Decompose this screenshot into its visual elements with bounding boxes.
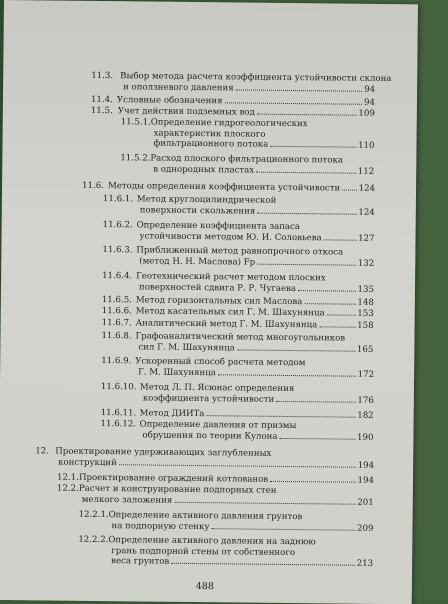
dot-leader [298, 289, 356, 292]
toc-entry-page: 153 [357, 308, 374, 319]
toc-entry-title: поверхностей сдвига Р. Р. Чугаева [138, 282, 297, 294]
toc-entry-title: устойчивости методом Ю. И. Соловьева [139, 231, 322, 243]
toc-entry-page: 201 [357, 497, 374, 508]
toc-entry-number: 11.6.2. [102, 220, 133, 231]
page-number: 488 [195, 581, 214, 593]
dot-leader [236, 88, 362, 91]
toc-entry-page: 124 [358, 207, 375, 218]
toc-entry-title: (метод Н. Н. Маслова) Fp [139, 256, 256, 268]
toc-entry [100, 419, 373, 443]
toc-entry-title: мелкого заложения [81, 494, 173, 506]
dot-leader [206, 414, 355, 418]
toc-entry-title: обрушения по теории Кулона [142, 430, 278, 442]
toc-entry-page: 109 [358, 108, 375, 119]
dot-leader [119, 463, 356, 467]
toc-entry-title: Методы определения коэффициента устойчивости [108, 181, 341, 194]
toc-entry-title: характеристик плоского [153, 128, 266, 140]
toc-entry-title: Графоаналитический метод многоугольников [135, 331, 346, 344]
toc-entry [57, 484, 374, 509]
toc-entry-title: фильтрационного потока [153, 138, 269, 150]
toc-entry-title: Аналитический метод Г. М. Шахунянца [135, 318, 318, 331]
toc-entry-title: конструкций [58, 457, 117, 468]
toc-entry-title: Ускоренный способ расчета методом [135, 356, 306, 369]
toc-entry-title: в однородных пластах [153, 164, 255, 176]
dot-leader [327, 313, 356, 315]
toc-entry-title: Приближенный метод равнопрочного откоса [136, 245, 344, 258]
toc-entry-title: веса грунтов [111, 556, 170, 567]
toc-entry-title: Проектирование удерживающих заглубленных [55, 446, 272, 459]
toc-entry-number: 12. [35, 446, 49, 457]
toc-entry-page: 190 [356, 432, 374, 443]
toc-entry-title: Условные обозначения [116, 95, 223, 107]
toc-entry-number: 11.5.1. [120, 117, 151, 128]
toc-entry-title: на подпорную стенку [111, 520, 210, 532]
toc-entry-number: 11.5.2. [120, 153, 151, 164]
toc-entry-number: 11.4. [90, 94, 113, 106]
toc-entry-number: 12.2.1. [78, 509, 109, 521]
dot-leader [257, 113, 357, 116]
toc-entry-page: 194 [357, 475, 375, 486]
toc-entry-page: 176 [357, 395, 374, 406]
toc-entry-title: поверхности скольжения [139, 205, 256, 217]
toc-entry-number: 11.6.7. [101, 318, 132, 329]
toc-entry-title: Выбор метода расчета коэффициента устойчивости склона [120, 71, 392, 85]
toc-entry-title: Определение коэффициента запаса [136, 220, 301, 233]
toc-entry-number: 11.6.10. [100, 382, 137, 393]
toc-entry-page: 127 [358, 233, 375, 244]
toc-entry-title: сил Г. М. Шахунянца [138, 342, 235, 354]
dot-leader [342, 189, 356, 191]
dot-leader [319, 325, 355, 327]
toc-entry-number: 11.6.12. [100, 419, 137, 430]
toc-entry-title: Метод касательных сил Г. М. Шахунянца [135, 306, 325, 319]
toc-entry-page: 165 [356, 344, 374, 355]
toc-entry-number: 12.1. [56, 472, 79, 483]
toc-entry-page: 110 [358, 140, 375, 152]
dot-leader [174, 500, 355, 504]
toc-entry-page: 182 [357, 410, 374, 421]
toc-entry-page: 158 [357, 320, 374, 331]
toc-entry-number: 12.2. [56, 483, 79, 494]
dot-leader [256, 170, 356, 173]
dot-leader [257, 211, 356, 214]
dot-leader [257, 262, 356, 265]
toc-entry [120, 117, 374, 151]
dot-leader [225, 101, 362, 104]
toc-entry-title: Геотехнический расчет методом плоских [136, 271, 326, 284]
toc-entry-number: 11.6.6. [101, 306, 132, 317]
toc-entry-title: Расчет и конструирование подпорных стен [78, 483, 277, 496]
toc-entry-number: 11.6. [82, 180, 104, 192]
toc-entry [35, 446, 374, 471]
toc-entry-title: Определение давления от призмы [139, 419, 297, 432]
toc-entry-page: 172 [357, 369, 375, 380]
toc-entry-number: 11.6.3. [102, 245, 133, 256]
dot-leader [171, 562, 354, 566]
toc-entry-title: грань подпорной стены от собственного [111, 545, 296, 558]
toc-entry-page: 148 [357, 297, 374, 308]
toc-entry-number: 11.5. [90, 105, 113, 117]
toc-entry-page: 209 [357, 523, 374, 534]
dot-leader [211, 527, 355, 531]
toc-entry-page: 194 [357, 460, 375, 471]
toc-entry [101, 356, 374, 380]
toc-entry-number: 11.6.9. [101, 356, 132, 367]
toc-entry-page: 132 [357, 258, 375, 269]
toc-entry-title: Метод Л. П. Ясюнас определения [139, 382, 295, 395]
toc-entry-page: 135 [357, 284, 375, 295]
toc-entry [82, 181, 375, 195]
toc-entry-number: 11.6.8. [101, 331, 132, 342]
toc-entry [91, 70, 392, 95]
dot-leader [270, 145, 356, 148]
toc-entry-title: Учет действия подземных вод [117, 106, 255, 118]
toc-entry-title: Определение активного давления грунтов [108, 510, 303, 523]
toc-entry-number: 12.2.2. [78, 534, 109, 546]
toc-entry [103, 194, 375, 218]
dot-leader [270, 480, 355, 483]
dot-leader [324, 238, 356, 240]
toc-entry-title: Метод ДИИТа [139, 408, 205, 420]
toc-entry [102, 245, 374, 269]
toc-entry-title: Метод горизонтальных сил Маслова [135, 295, 303, 308]
toc-entry-title: Определение гидрогеологических [150, 117, 308, 130]
toc-entry-title: Расход плоского фильтрационного потока [150, 153, 344, 166]
toc-entry-title: Метод круглоцилиндрической [136, 194, 277, 206]
toc-entry-title: коэффициента устойчивости [142, 393, 275, 405]
toc-entry-title: Г. М. Шахунянца [138, 367, 216, 378]
dot-leader [280, 437, 355, 440]
toc-entry-number: 11.6.4. [102, 271, 133, 282]
dot-leader [237, 348, 355, 351]
toc-entry [120, 153, 374, 177]
toc-entry-page: 213 [356, 558, 374, 570]
dot-leader [218, 373, 356, 376]
toc-entry-title: Проектирование ограждений котлованов [78, 472, 269, 485]
toc-entry [101, 382, 374, 406]
toc-entry-number: 11.6.11. [100, 408, 137, 419]
toc-entry [78, 535, 373, 570]
dot-leader [276, 399, 355, 402]
toc-entry-number: 11.3. [91, 70, 114, 82]
toc-entry-page: 94 [363, 97, 375, 108]
toc-entry [102, 220, 374, 244]
toc-entry [102, 271, 374, 295]
toc-entry [78, 510, 373, 534]
toc-entry [102, 306, 374, 319]
toc-entry-title: и оползневого давления [123, 81, 234, 94]
toc-entry-number: 11.6.1. [102, 194, 134, 205]
toc-entry-title: Определение активного давления на заднюю [108, 535, 316, 548]
toc-entry [101, 331, 373, 355]
toc-entry-page: 112 [357, 166, 375, 177]
toc-entry-page: 94 [364, 84, 376, 95]
dot-leader [304, 302, 355, 305]
toc-entry [102, 318, 374, 331]
toc-entry-page: 124 [358, 183, 376, 194]
toc-entry-number: 11.6.5. [101, 295, 132, 306]
